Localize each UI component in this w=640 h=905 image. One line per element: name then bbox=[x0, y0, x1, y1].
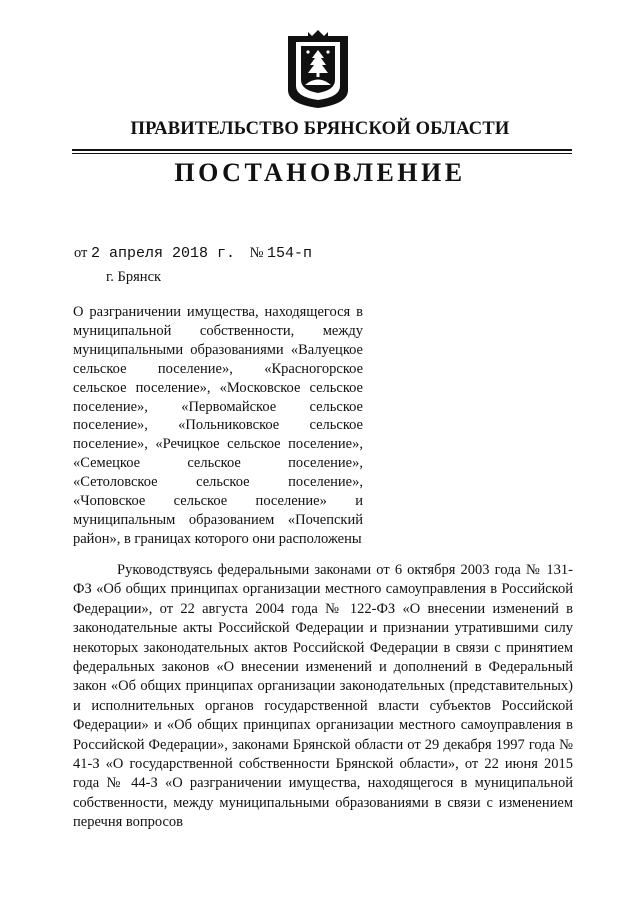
date-number-line bbox=[74, 245, 312, 262]
document-date: 2 апреля 2018 г. bbox=[91, 245, 236, 262]
document-body bbox=[73, 561, 573, 833]
header-rule-thin bbox=[72, 153, 572, 154]
coat-of-arms-icon bbox=[286, 30, 350, 110]
document-number: 154-п bbox=[267, 245, 313, 262]
date-prefix: от bbox=[74, 245, 88, 261]
document-city: г. Брянск bbox=[106, 269, 162, 285]
number-prefix: № bbox=[249, 245, 264, 261]
header-rule-thick bbox=[72, 149, 572, 151]
document-subject: О разграничении имущества, находящегося в муниципальной собственности, между муниципальными образованиями «Валуецкое сельское поселение», «Красногорское сельское поселение», «Московское сельское поселение», «Первомайское сельское поселение», «Польниковское сельское поселение», «Речицкое сельское поселение», «Семецкое сельское поселение», «Сетоловское сельское поселение», «Чоповское сельское поселение» и муниципальным образованием «Почепский район», в границах которого они расположены bbox=[73, 304, 363, 547]
organization-title: ПРАВИТЕЛЬСТВО БРЯНСКОЙ ОБЛАСТИ bbox=[130, 119, 510, 139]
document-type-title: ПОСТАНОВЛЕНИЕ bbox=[174, 158, 466, 187]
body-paragraph: Руководствуясь федеральными законами от 6 октября 2003 года № 131-ФЗ «Об общих принципах организации местного самоуправления в Российской Федерации», от 22 августа 2004 года № 122-ФЗ «О внесении изменений в законодательные акты Российской Федерации и признании утратившими силу некоторых законодательных актов Российской Федерации в связи с принятием федеральных законов «О внесении изменений и дополнений в Федеральный закон «Об общих принципах организации законодательных (представительных) и исполнительных органов государственной власти субъектов Российской Федерации» и «Об общих принципах организации местного самоуправления в Российской Федерации», законами Брянской области от 29 декабря 1997 года № 41-З «О государственной собственности Брянской области», от 22 июня 2015 года № 44-З «О разграничении имущества, находящегося в муниципальной собственности, между муниципальными образованиями в связи с изменением перечня вопросов bbox=[73, 562, 573, 831]
